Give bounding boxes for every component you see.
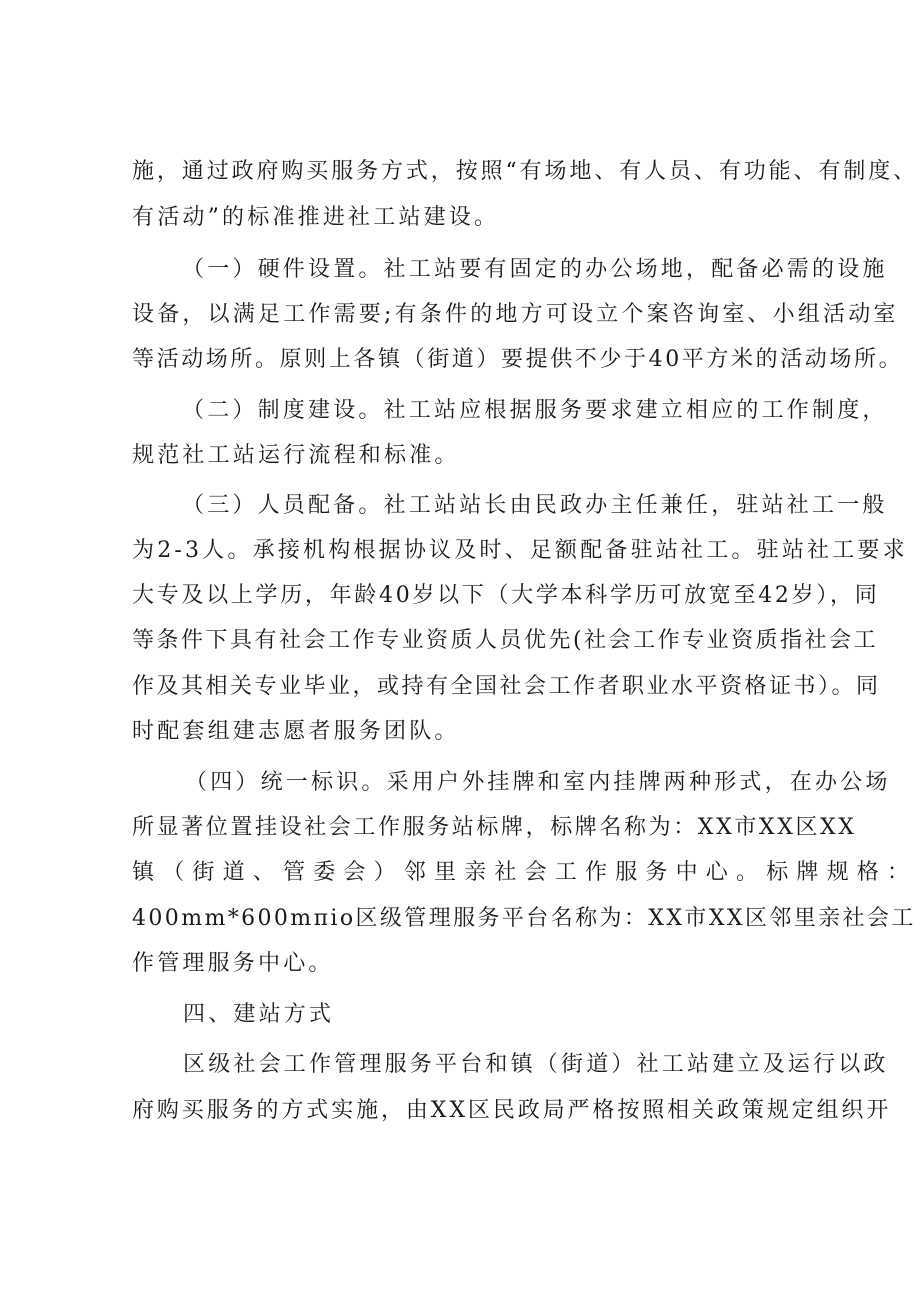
body-text-line: 作及其相关专业毕业，或持有全国社会工作者职业水平资格证书）。同 xyxy=(132,674,881,699)
section-heading-identity: （四）统一标识。采用户外挂牌和室内挂牌两种形式，在办公场 xyxy=(185,770,891,795)
section-title-station-method: 四、建站方式 xyxy=(183,1002,335,1027)
body-text-line: 为2-3人。承接机构根据协议及时、足额配备驻站社工。驻站社工要求 xyxy=(132,538,908,563)
body-text-line: 时配套组建志愿者服务团队。 xyxy=(132,719,460,744)
body-text-line: 施，通过政府购买服务方式，按照“有场地、有人员、有功能、有制度、 xyxy=(132,159,919,184)
body-text-line: 镇（街道、管委会）邻里亲社会工作服务中心。标牌规格： xyxy=(132,860,918,885)
body-text-line: 400mm*600mπio区级管理服务平台名称为：XX市XX区邻里亲社会工 xyxy=(132,906,916,931)
body-text-line: 规范社工站运行流程和标准。 xyxy=(132,443,460,468)
body-text-line: 作管理服务中心。 xyxy=(132,951,334,976)
section-heading-system: （二）制度建设。社工站应根据服务要求建立相应的工作制度， xyxy=(182,398,888,423)
body-text-line: 区级社会工作管理服务平台和镇（街道）社工站建立及运行以政 xyxy=(183,1052,889,1077)
body-text-line: 等条件下具有社会工作专业资质人员优先(社会工作专业资质指社会工 xyxy=(132,628,879,653)
section-heading-hardware: （一）硬件设置。社工站要有固定的办公场地，配备必需的设施 xyxy=(182,257,888,282)
body-text-line: 设备，以满足工作需要;有条件的地方可设立个案咨询室、小组活动室 xyxy=(132,302,899,327)
body-text-line: 所显著位置挂设社会工作服务站标牌，标牌名称为：XX市XX区XX xyxy=(132,815,857,840)
section-heading-staffing: （三）人员配备。社工站站长由民政办主任兼任，驻站社工一般 xyxy=(182,493,888,518)
body-text-line: 有活动”的标准推进社工站建设。 xyxy=(132,205,500,230)
body-text-line: 大专及以上学历，年龄40岁以下（大学本科学历可放宽至42岁），同 xyxy=(132,583,880,608)
body-text-line: 等活动场所。原则上各镇（街道）要提供不少于40平方米的活动场所。 xyxy=(132,347,904,372)
body-text-line: 府购买服务的方式实施，由XX区民政局严格按照相关政策规定组织开 xyxy=(132,1098,892,1123)
